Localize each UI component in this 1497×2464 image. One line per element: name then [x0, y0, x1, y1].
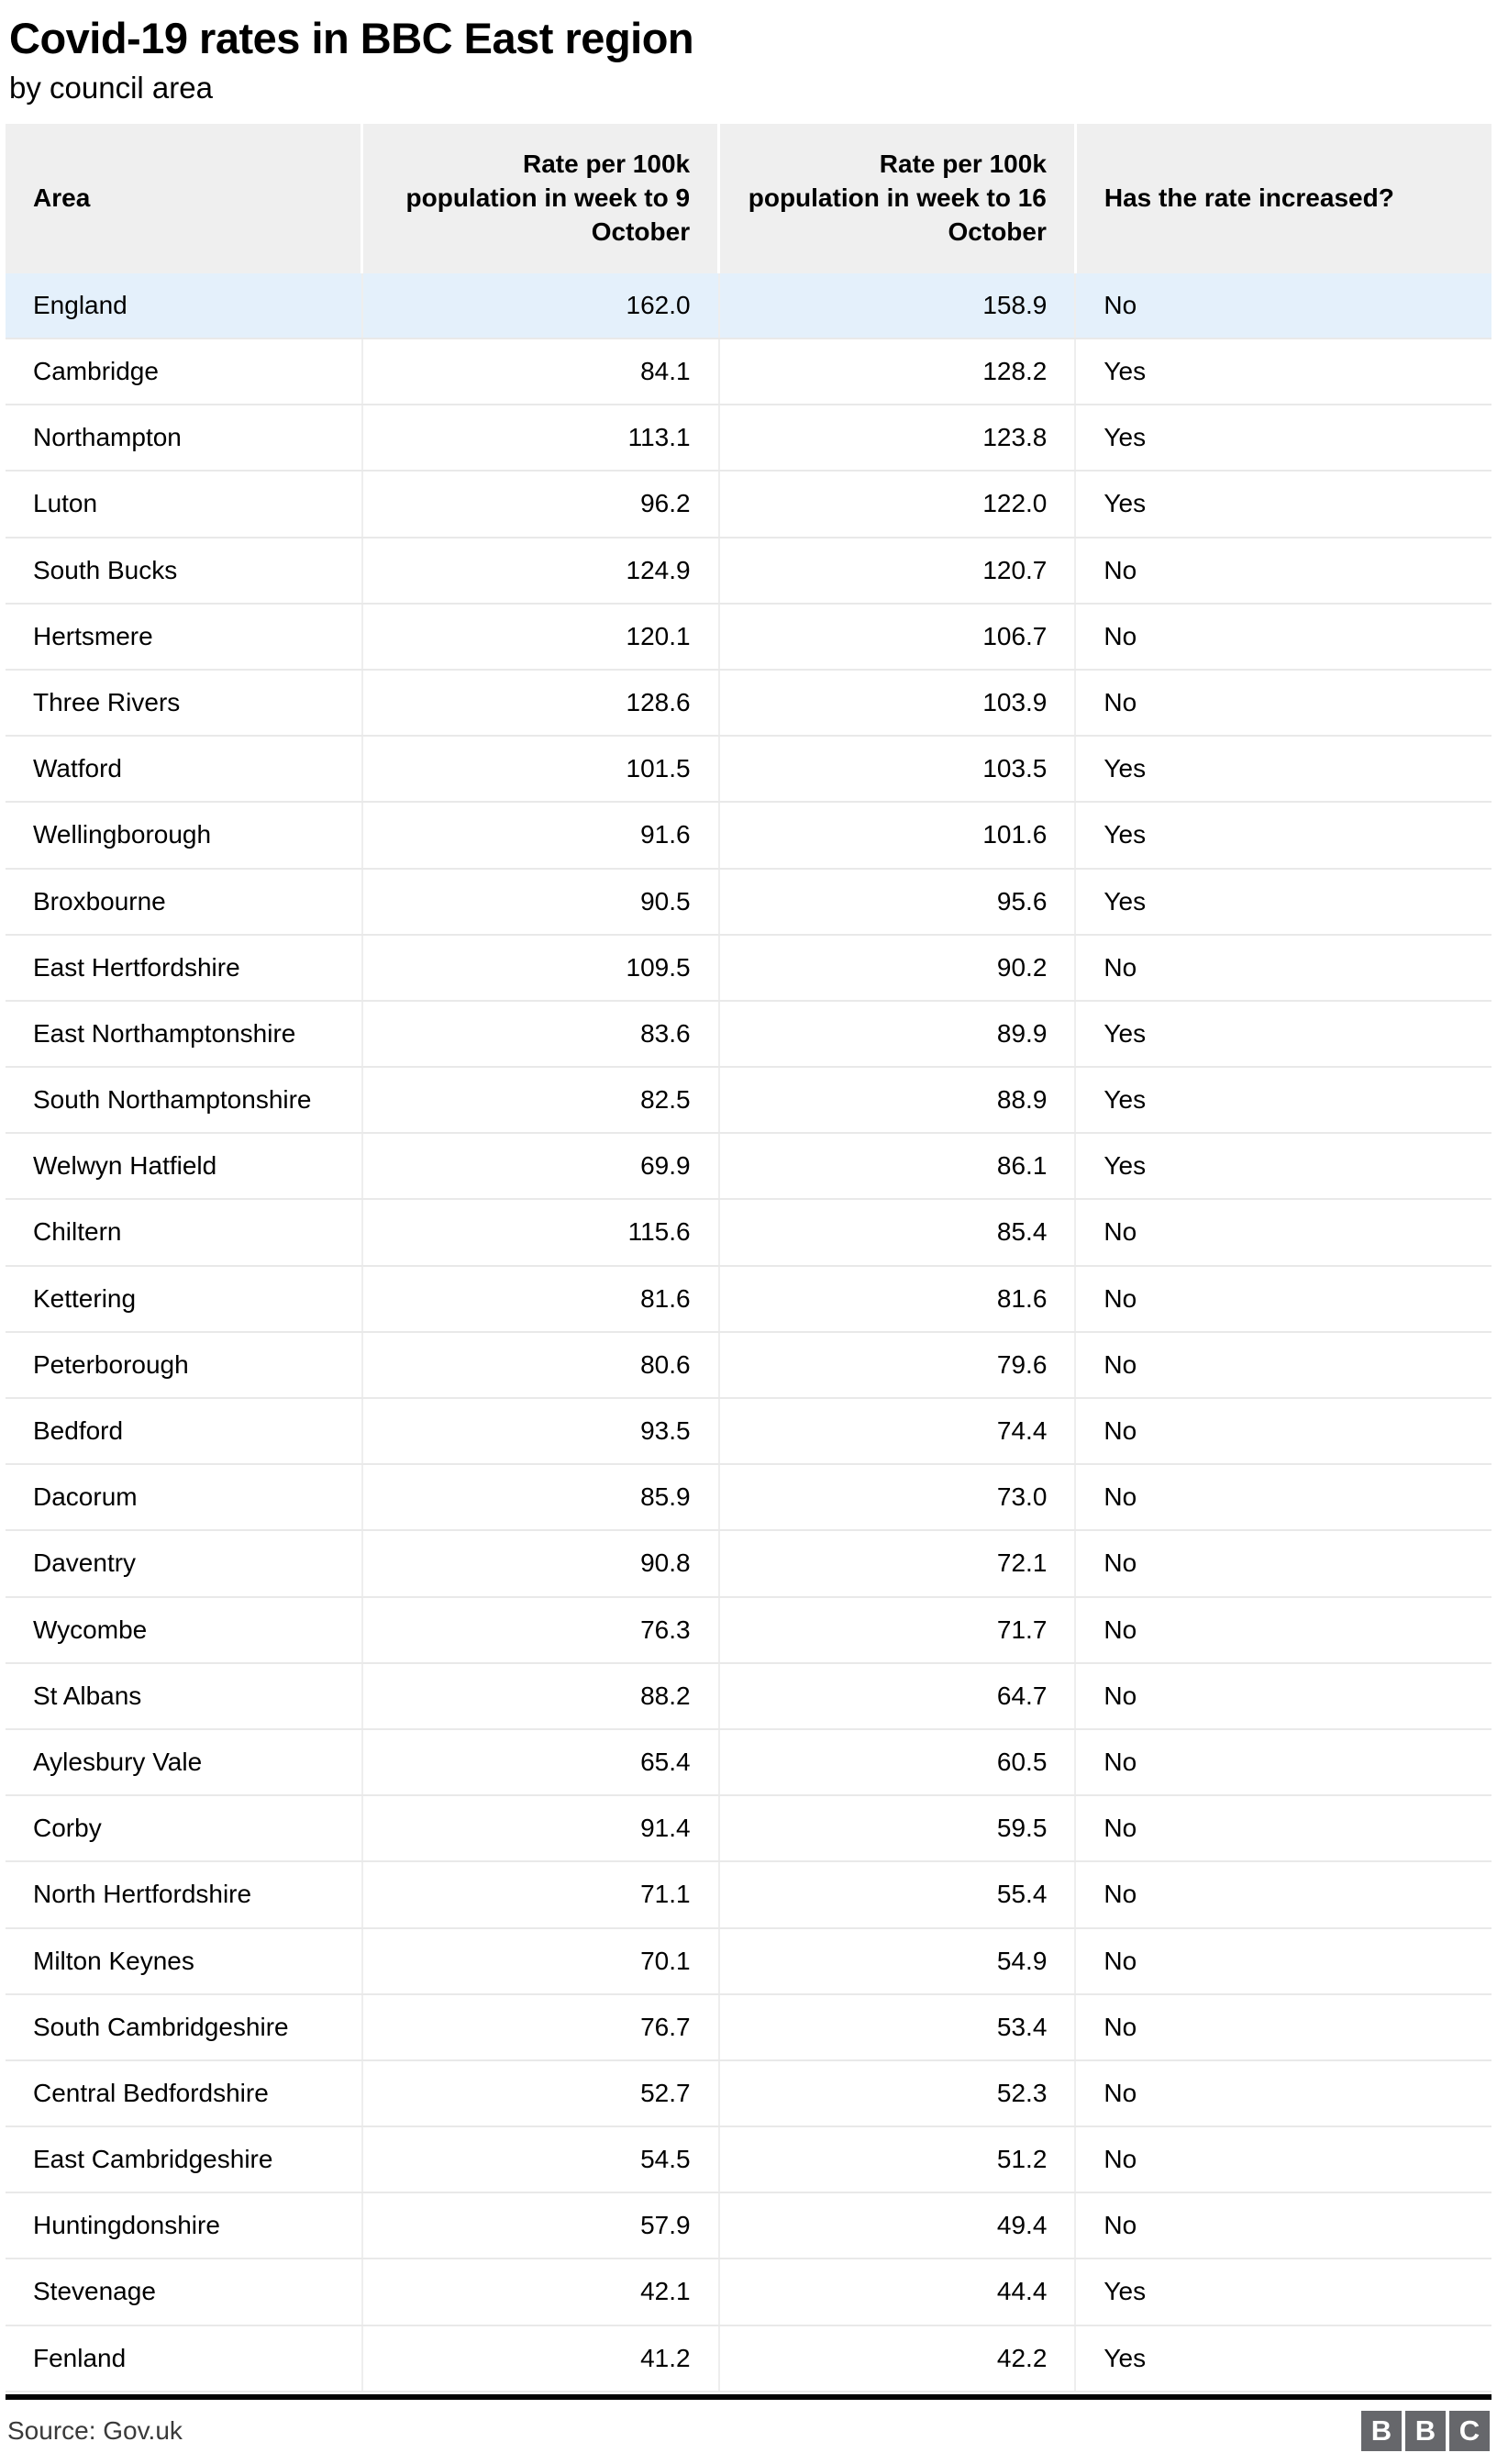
area-cell: Cambridge	[6, 339, 362, 405]
rate-week2-cell: 86.1	[719, 1133, 1076, 1199]
area-cell: St Albans	[6, 1663, 362, 1729]
bbc-logo-letter: B	[1405, 2411, 1446, 2451]
increased-cell: No	[1075, 273, 1491, 339]
area-cell: Huntingdonshire	[6, 2192, 362, 2259]
rate-week2-cell: 71.7	[719, 1597, 1076, 1663]
rate-week2-cell: 120.7	[719, 538, 1076, 604]
table-row	[6, 1199, 1491, 1265]
rate-week1-cell: 101.5	[362, 736, 719, 802]
rate-week2-cell: 54.9	[719, 1928, 1076, 1994]
area-cell: Corby	[6, 1795, 362, 1861]
increased-cell: Yes	[1075, 405, 1491, 471]
increased-cell: No	[1075, 2192, 1491, 2259]
table-row	[6, 273, 1491, 339]
increased-cell: Yes	[1075, 2259, 1491, 2325]
rate-week2-cell: 74.4	[719, 1398, 1076, 1464]
increased-cell: No	[1075, 1199, 1491, 1265]
rate-week1-cell: 90.8	[362, 1530, 719, 1596]
rate-week2-cell: 49.4	[719, 2192, 1076, 2259]
column-header-rate-week2: Rate per 100k population in week to 16 October	[719, 124, 1076, 273]
increased-cell: No	[1075, 1795, 1491, 1861]
column-header-increased: Has the rate increased?	[1075, 124, 1491, 273]
bbc-logo	[1361, 2411, 1490, 2451]
area-cell: Chiltern	[6, 1199, 362, 1265]
table-row	[6, 1133, 1491, 1199]
area-cell: Hertsmere	[6, 604, 362, 670]
table-row	[6, 1067, 1491, 1133]
area-cell: Aylesbury Vale	[6, 1729, 362, 1795]
rate-week1-cell: 84.1	[362, 339, 719, 405]
increased-cell: No	[1075, 935, 1491, 1001]
rate-week2-cell: 60.5	[719, 1729, 1076, 1795]
table-row	[6, 471, 1491, 537]
rate-week1-cell: 120.1	[362, 604, 719, 670]
rate-week1-cell: 57.9	[362, 2192, 719, 2259]
area-cell: East Cambridgeshire	[6, 2126, 362, 2192]
rate-week1-cell: 85.9	[362, 1464, 719, 1530]
table-row	[6, 405, 1491, 471]
increased-cell: Yes	[1075, 2325, 1491, 2392]
rate-week1-cell: 41.2	[362, 2325, 719, 2392]
increased-cell: No	[1075, 2126, 1491, 2192]
area-cell: Peterborough	[6, 1332, 362, 1398]
rate-week2-cell: 55.4	[719, 1861, 1076, 1927]
table-row	[6, 1001, 1491, 1067]
rate-week2-cell: 95.6	[719, 869, 1076, 935]
increased-cell: No	[1075, 1332, 1491, 1398]
increased-cell: No	[1075, 1928, 1491, 1994]
rate-week2-cell: 53.4	[719, 1994, 1076, 2060]
table-row	[6, 2259, 1491, 2325]
table-row	[6, 1398, 1491, 1464]
area-cell: North Hertfordshire	[6, 1861, 362, 1927]
rate-week1-cell: 93.5	[362, 1398, 719, 1464]
increased-cell: Yes	[1075, 339, 1491, 405]
rate-week2-cell: 52.3	[719, 2060, 1076, 2126]
increased-cell: Yes	[1075, 736, 1491, 802]
increased-cell: No	[1075, 1861, 1491, 1927]
rate-week1-cell: 113.1	[362, 405, 719, 471]
rate-week2-cell: 44.4	[719, 2259, 1076, 2325]
table-row	[6, 1994, 1491, 2060]
rate-week1-cell: 96.2	[362, 471, 719, 537]
area-cell: Kettering	[6, 1266, 362, 1332]
table-row	[6, 1597, 1491, 1663]
area-cell: Wycombe	[6, 1597, 362, 1663]
table-body	[6, 273, 1491, 2392]
area-cell: East Northamptonshire	[6, 1001, 362, 1067]
table-row	[6, 1530, 1491, 1596]
increased-cell: Yes	[1075, 1067, 1491, 1133]
area-cell: Welwyn Hatfield	[6, 1133, 362, 1199]
rate-week1-cell: 76.3	[362, 1597, 719, 1663]
area-cell: Luton	[6, 471, 362, 537]
area-cell: East Hertfordshire	[6, 935, 362, 1001]
area-cell: Northampton	[6, 405, 362, 471]
area-cell: South Cambridgeshire	[6, 1994, 362, 2060]
rate-week1-cell: 83.6	[362, 1001, 719, 1067]
rate-week2-cell: 158.9	[719, 273, 1076, 339]
rate-week1-cell: 91.4	[362, 1795, 719, 1861]
rate-week2-cell: 42.2	[719, 2325, 1076, 2392]
increased-cell: No	[1075, 2060, 1491, 2126]
rate-week1-cell: 81.6	[362, 1266, 719, 1332]
rate-week2-cell: 85.4	[719, 1199, 1076, 1265]
table-header-row	[6, 124, 1491, 273]
rate-week2-cell: 88.9	[719, 1067, 1076, 1133]
table-row	[6, 538, 1491, 604]
table-row	[6, 2126, 1491, 2192]
table-row	[6, 2325, 1491, 2392]
rate-week2-cell: 101.6	[719, 802, 1076, 868]
table-row	[6, 736, 1491, 802]
rate-week1-cell: 90.5	[362, 869, 719, 935]
rate-week2-cell: 89.9	[719, 1001, 1076, 1067]
rate-week1-cell: 82.5	[362, 1067, 719, 1133]
rate-week1-cell: 54.5	[362, 2126, 719, 2192]
table-row	[6, 670, 1491, 736]
table-row	[6, 2192, 1491, 2259]
increased-cell: No	[1075, 1398, 1491, 1464]
table-row	[6, 339, 1491, 405]
table-row	[6, 935, 1491, 1001]
table-row	[6, 1464, 1491, 1530]
rate-week1-cell: 70.1	[362, 1928, 719, 1994]
table-row	[6, 2060, 1491, 2126]
rate-week1-cell: 162.0	[362, 273, 719, 339]
area-cell: Three Rivers	[6, 670, 362, 736]
rate-week2-cell: 73.0	[719, 1464, 1076, 1530]
increased-cell: Yes	[1075, 802, 1491, 868]
area-cell: England	[6, 273, 362, 339]
area-cell: Wellingborough	[6, 802, 362, 868]
table-row	[6, 1861, 1491, 1927]
area-cell: Bedford	[6, 1398, 362, 1464]
table-header	[6, 124, 1491, 273]
rate-week1-cell: 109.5	[362, 935, 719, 1001]
area-cell: Daventry	[6, 1530, 362, 1596]
area-cell: Fenland	[6, 2325, 362, 2392]
rate-week2-cell: 59.5	[719, 1795, 1076, 1861]
rate-week1-cell: 76.7	[362, 1994, 719, 2060]
table-row	[6, 869, 1491, 935]
source-text: Source: Gov.uk	[7, 2415, 183, 2445]
area-cell: Broxbourne	[6, 869, 362, 935]
rate-week1-cell: 69.9	[362, 1133, 719, 1199]
table-row	[6, 1266, 1491, 1332]
column-header-area: Area	[6, 124, 362, 273]
page-subtitle: by council area	[9, 71, 213, 105]
increased-cell: No	[1075, 1464, 1491, 1530]
increased-cell: No	[1075, 1597, 1491, 1663]
area-cell: South Northamptonshire	[6, 1067, 362, 1133]
rate-week1-cell: 71.1	[362, 1861, 719, 1927]
increased-cell: No	[1075, 604, 1491, 670]
rate-week2-cell: 106.7	[719, 604, 1076, 670]
rate-week1-cell: 80.6	[362, 1332, 719, 1398]
increased-cell: No	[1075, 1266, 1491, 1332]
rate-week1-cell: 65.4	[362, 1729, 719, 1795]
area-cell: Milton Keynes	[6, 1928, 362, 1994]
rate-week1-cell: 88.2	[362, 1663, 719, 1729]
table-row	[6, 1332, 1491, 1398]
rate-week2-cell: 128.2	[719, 339, 1076, 405]
increased-cell: Yes	[1075, 1133, 1491, 1199]
page-title: Covid-19 rates in BBC East region	[9, 14, 694, 62]
bbc-logo-letter: B	[1361, 2411, 1402, 2451]
rate-week2-cell: 64.7	[719, 1663, 1076, 1729]
rate-week2-cell: 51.2	[719, 2126, 1076, 2192]
rate-week2-cell: 81.6	[719, 1266, 1076, 1332]
area-cell: South Bucks	[6, 538, 362, 604]
rate-week2-cell: 103.5	[719, 736, 1076, 802]
increased-cell: No	[1075, 670, 1491, 736]
increased-cell: No	[1075, 1663, 1491, 1729]
rate-week2-cell: 123.8	[719, 405, 1076, 471]
table-row	[6, 1729, 1491, 1795]
area-cell: Central Bedfordshire	[6, 2060, 362, 2126]
rate-week2-cell: 90.2	[719, 935, 1076, 1001]
increased-cell: No	[1075, 1530, 1491, 1596]
table-row	[6, 802, 1491, 868]
rate-week1-cell: 42.1	[362, 2259, 719, 2325]
covid-rates-table	[6, 124, 1491, 2392]
table-row	[6, 1663, 1491, 1729]
rate-week1-cell: 91.6	[362, 802, 719, 868]
increased-cell: Yes	[1075, 471, 1491, 537]
table-row	[6, 1795, 1491, 1861]
increased-cell: No	[1075, 538, 1491, 604]
page-footer	[6, 2400, 1491, 2464]
area-cell: Stevenage	[6, 2259, 362, 2325]
increased-cell: Yes	[1075, 1001, 1491, 1067]
rate-week2-cell: 72.1	[719, 1530, 1076, 1596]
increased-cell: Yes	[1075, 869, 1491, 935]
table-row	[6, 1928, 1491, 1994]
rate-week2-cell: 79.6	[719, 1332, 1076, 1398]
rate-week2-cell: 103.9	[719, 670, 1076, 736]
bbc-logo-letter: C	[1449, 2411, 1490, 2451]
area-cell: Dacorum	[6, 1464, 362, 1530]
rate-week1-cell: 128.6	[362, 670, 719, 736]
increased-cell: No	[1075, 1994, 1491, 2060]
increased-cell: No	[1075, 1729, 1491, 1795]
rate-week1-cell: 52.7	[362, 2060, 719, 2126]
rate-week1-cell: 115.6	[362, 1199, 719, 1265]
area-cell: Watford	[6, 736, 362, 802]
column-header-rate-week1: Rate per 100k population in week to 9 October	[362, 124, 719, 273]
rate-week1-cell: 124.9	[362, 538, 719, 604]
table-row	[6, 604, 1491, 670]
rate-week2-cell: 122.0	[719, 471, 1076, 537]
